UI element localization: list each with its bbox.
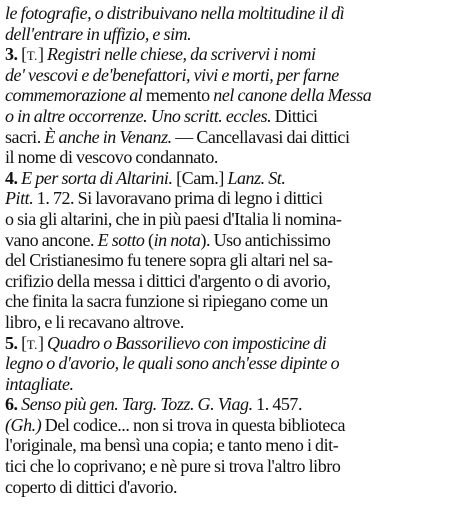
text-segment: Pitt. — [5, 188, 34, 209]
text-segment: Dittici — [274, 105, 318, 126]
text-segment: sacri. — [5, 126, 45, 147]
text-segment: l'originale, ma bensì una copia; e tanto meno i dit- — [5, 435, 339, 456]
text-segment: vano ancone. — [5, 229, 98, 250]
text-segment: memento — [145, 85, 214, 106]
text-segment: del Cristianesimo fu tenere sopra gli altari nel sa- — [5, 250, 333, 271]
text-line — [5, 353, 465, 374]
text-segment: crifizio della messa i dittici d'argento o di avorio, — [5, 270, 331, 291]
text-line — [5, 106, 465, 127]
text-segment: (Gh.) — [5, 414, 45, 435]
text-segment: 1. 72. Si lavoravano prima di legno i dittici — [33, 188, 323, 209]
text-line — [5, 312, 465, 333]
text-segment: Del codice... non si trova in questa biblioteca — [44, 414, 346, 435]
text-line — [5, 291, 465, 312]
text-segment: le fotografie, o distribuivano nella moltitudine il dì — [5, 3, 345, 23]
text-line — [5, 230, 465, 251]
text-segment: o sia gli altarini, che in più paesi d'Italia li nomina- — [5, 208, 342, 229]
text-line — [5, 44, 465, 65]
text-segment: 4. — [5, 167, 22, 188]
text-segment: [Cam.] — [172, 167, 228, 188]
text-line — [5, 435, 465, 456]
text-line — [5, 85, 465, 106]
text-line — [5, 415, 465, 436]
text-segment: nel canone della Messa — [213, 85, 372, 106]
text-segment: 5. — [5, 332, 22, 353]
text-segment: coperto di dittici d'avorio. — [5, 476, 178, 497]
text-line — [5, 3, 465, 24]
text-segment: [ — [21, 332, 27, 353]
text-segment: Senso più gen. Targ. Tozz. G. Viag. — [21, 394, 253, 415]
text-segment: dell'entrare in uffizio, e sim. — [5, 23, 192, 44]
text-line — [5, 271, 465, 292]
text-line — [5, 456, 465, 477]
text-segment: legno o d'avorio, le quali sono anch'esse dipinte o — [5, 353, 340, 374]
text-segment: 6. — [5, 394, 22, 415]
text-segment: 3. — [5, 44, 22, 65]
text-line — [5, 333, 465, 354]
text-segment: T. — [26, 48, 38, 64]
text-segment: commemorazione al — [5, 85, 146, 106]
text-segment: in nota — [153, 229, 201, 250]
text-segment: E per sorta di Altarini. — [21, 167, 173, 188]
text-segment: che finita la sacra funzione si ripiegano come un — [5, 291, 328, 312]
text-segment: ] — [37, 332, 48, 353]
text-segment: de' vescovi e de'benefattori, vivi e morti, per farne — [5, 64, 339, 85]
text-segment: È anche in Venanz. — [44, 126, 172, 147]
text-segment: Lanz. St. — [227, 167, 286, 188]
text-line — [5, 24, 465, 45]
text-line — [5, 127, 465, 148]
text-segment: E sotto — [97, 229, 145, 250]
text-segment: [ — [21, 44, 27, 65]
text-segment: ( — [144, 229, 154, 250]
text-line — [5, 477, 465, 498]
text-line — [5, 147, 465, 168]
text-segment: ] — [37, 44, 48, 65]
text-segment: intagliate. — [5, 373, 74, 394]
text-segment: Quadro o Bassorilievo con imposticine di — [47, 332, 327, 353]
text-line — [5, 394, 465, 415]
text-line — [5, 65, 465, 86]
text-line — [5, 168, 465, 189]
text-segment: — Cancellavasi dai dittici — [171, 126, 350, 147]
text-line — [5, 209, 465, 230]
text-line — [5, 188, 465, 209]
text-segment: ). Uso antichissimo — [200, 229, 331, 250]
text-segment: T. — [26, 336, 38, 352]
text-line — [5, 250, 465, 271]
text-segment: 1. 457. — [252, 394, 303, 415]
text-line — [5, 374, 465, 395]
text-segment: libro, e li recavano altrove. — [5, 311, 184, 332]
text-segment: tici che lo coprivano; e nè pure si trova l'altro libro — [5, 456, 341, 477]
text-segment: o in altre occorrenze. Uno scritt. eccles. — [5, 105, 275, 126]
text-segment: Registri nelle chiese, da scrivervi i nomi — [47, 44, 316, 65]
text-segment: il nome di vescovo condannato. — [5, 147, 218, 168]
